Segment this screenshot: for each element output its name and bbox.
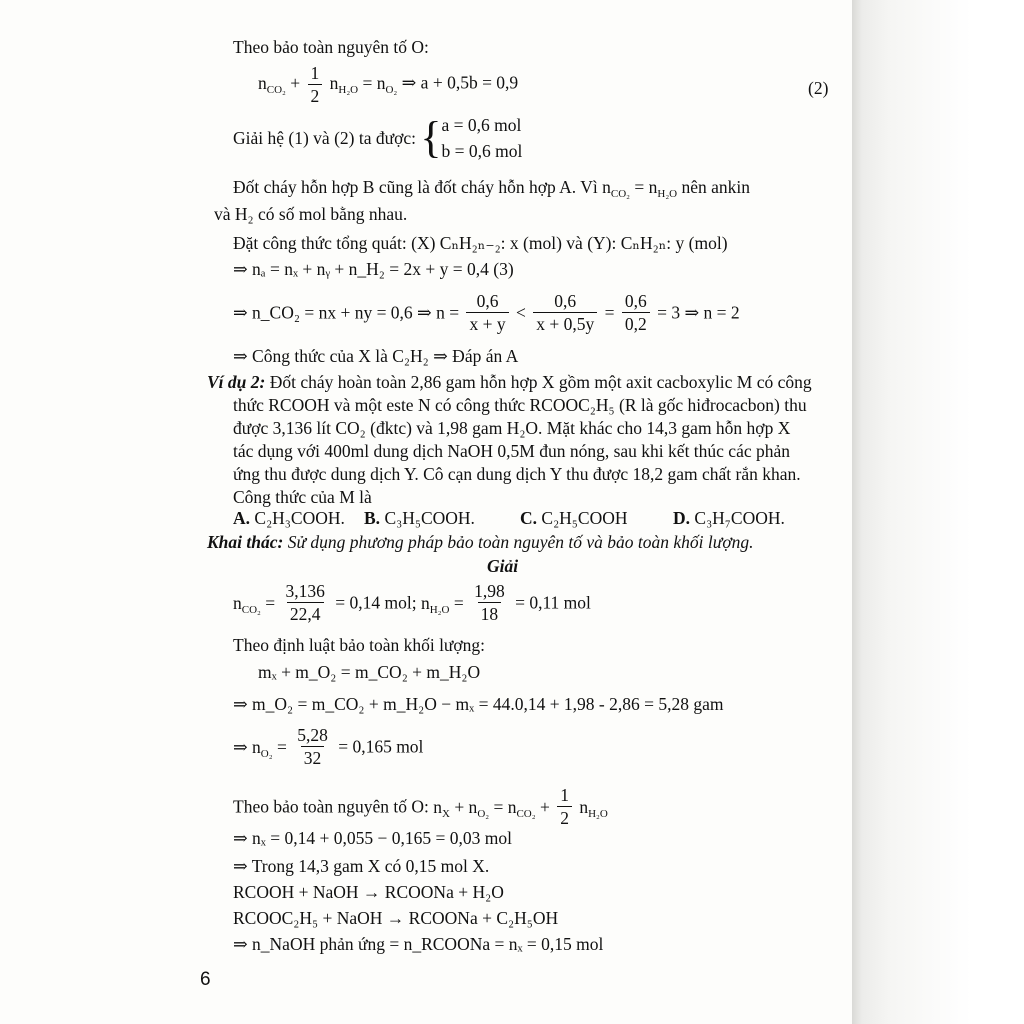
example-line: Ví dụ 2: Đốt cháy hoàn toàn 2,86 gam hỗn hợp X gồm một axit cacboxylic M có công bbox=[207, 372, 812, 392]
equation-number: (2) bbox=[808, 78, 829, 98]
reaction-line: RCOOH + NaOH → RCOONa + H₂O bbox=[233, 882, 504, 902]
text-line: tác dụng với 400ml dung dịch NaOH 0,5M đun nóng, sau khi kết thúc các phản bbox=[233, 441, 791, 461]
page-number: 6 bbox=[200, 969, 211, 990]
option-b: B. C₃H₅COOH. bbox=[364, 508, 475, 528]
formula-line: mₓ + m_O₂ = m_CO₂ + m_H₂O bbox=[258, 662, 481, 682]
text-line: ⇒ nₓ = 0,14 + 0,055 − 0,165 = 0,03 mol bbox=[233, 828, 512, 848]
solution-heading: Giải bbox=[487, 556, 519, 576]
formula-line: ⇒ m_O₂ = m_CO₂ + m_H₂O − mₓ = 44.0,14 + 1,98 - 2,86 = 5,28 gam bbox=[233, 694, 724, 714]
text-line: ⇒ n_NaOH phản ứng = n_RCOONa = nₓ = 0,15 mol bbox=[233, 934, 604, 954]
text-line: và H₂ có số mol bằng nhau. bbox=[214, 204, 408, 224]
page-edge-shadow bbox=[852, 0, 1024, 1024]
text-line: Theo định luật bảo toàn khối lượng: bbox=[233, 635, 486, 655]
formula-line: $n_{CO_2}$ + $\frac{1}{2}$ $n_{H_2O} = n_{O_2}$ ⇒ a + 0,5b = 0,9 bbox=[258, 63, 519, 106]
text-line: được 3,136 lít CO₂ (đktc) và 1,98 gam H₂O. Mặt khác cho 14,3 gam hỗn hợp X bbox=[233, 418, 791, 438]
text-line: Theo bảo toàn nguyên tố O: bbox=[233, 37, 429, 57]
text-line: thức RCOOH và một este N có công thức RCOOC₂H₅ (R là gốc hiđrocacbon) thu bbox=[233, 395, 807, 415]
text-line: Đốt cháy hỗn hợp B cũng là đốt cháy hỗn hợp A. Vì $n_{CO_2} = n_{H_2O}$ nên ankin bbox=[233, 177, 751, 200]
option-a: A. C₂H₃COOH. bbox=[233, 508, 345, 528]
text-line: ứng thu được dung dịch Y. Cô cạn dung dịch Y thu được 18,2 gam chất rắn khan. bbox=[233, 464, 801, 484]
text-line: ⇒ Công thức của X là C₂H₂ ⇒ Đáp án A bbox=[233, 346, 519, 366]
text-line: ⇒ Trong 14,3 gam X có 0,15 mol X. bbox=[233, 856, 490, 876]
formula-line: $n_{CO_2}$ = $\frac{3,136}{22,4}$ = 0,14 mol; $n_{H_2O}$ = $\frac{1,98}{18}$ = 0,11 mol bbox=[233, 581, 591, 624]
option-c: C. C₂H₅COOH bbox=[520, 508, 628, 528]
exploit-line: Khai thác: Sử dụng phương pháp bảo toàn nguyên tố và bảo toàn khối lượng. bbox=[207, 532, 754, 552]
system-line: Giải hệ (1) và (2) ta được: { a = 0,6 mol b = 0,6 mol bbox=[233, 113, 523, 162]
reaction-line: RCOOC₂H₅ + NaOH → RCOONa + C₂H₅OH bbox=[233, 908, 559, 928]
formula-line: Theo bảo toàn nguyên tố O: $n_X + n_{O_2} = n_{CO_2}$ + $\frac{1}{2}$ $n_{H_2O}$ bbox=[233, 785, 608, 828]
text-line: ⇒ nₐ = nₓ + nᵧ + n_H₂ = 2x + y = 0,4 (3) bbox=[233, 259, 514, 279]
text-line: Đặt công thức tổng quát: (X) CₙH₂ₙ₋₂: x (mol) và (Y): CₙH₂ₙ: y (mol) bbox=[233, 233, 728, 253]
formula-line: ⇒ n_CO₂ = nx + ny = 0,6 ⇒ n = $\frac{0,6}{x + y}$ < $\frac{0,6}{x + 0,5y}$ = $\frac{0,6}{0,2}$ = 3 ⇒ n = 2 bbox=[233, 291, 740, 334]
option-d: D. C₃H₇COOH. bbox=[673, 508, 785, 528]
text-line: Công thức của M là bbox=[233, 487, 372, 507]
formula-line: ⇒ $n_{O_2}$ = $\frac{5,28}{32}$ = 0,165 mol bbox=[233, 725, 424, 768]
